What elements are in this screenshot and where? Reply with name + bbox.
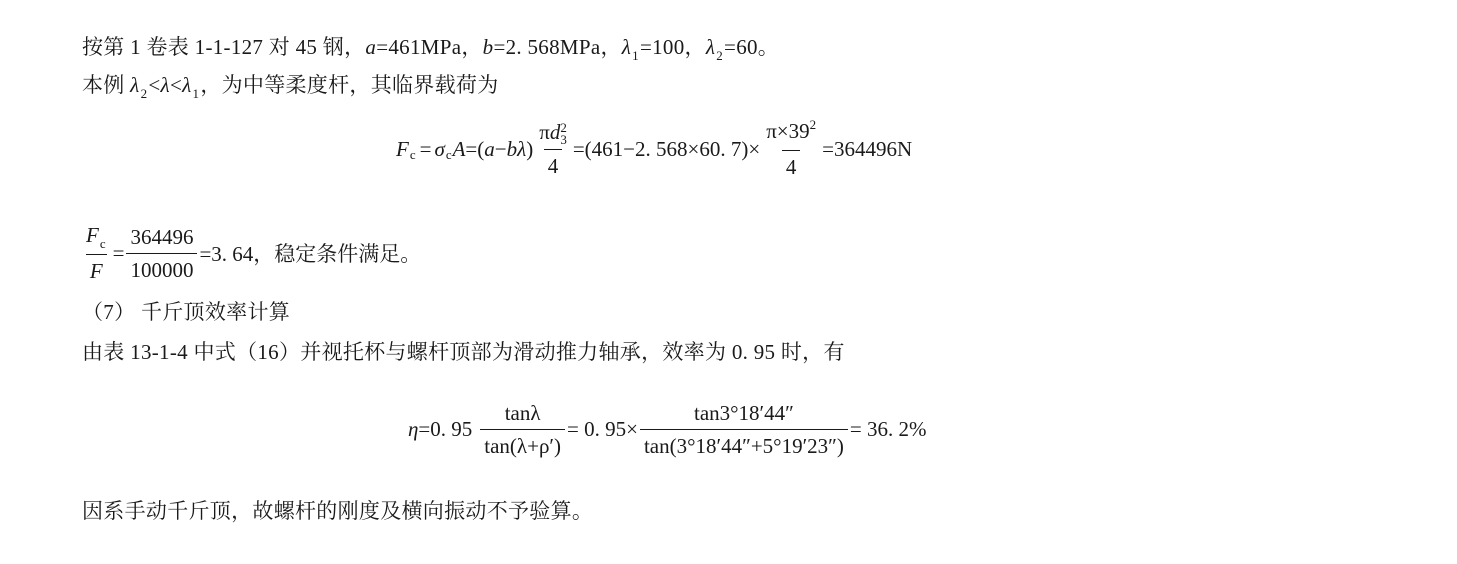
numerator-text: π×39: [766, 119, 810, 143]
equals-sign: =: [419, 136, 432, 161]
symbol-sigma: σ: [434, 136, 445, 161]
symbol-pi: π: [539, 119, 550, 144]
symbol-lambda2: λ: [705, 35, 716, 59]
fraction-denominator: F: [86, 254, 107, 284]
value-b: =2. 568MPa，: [493, 35, 622, 59]
subscript-3: 3: [560, 132, 567, 148]
equation-efficiency: [408, 400, 927, 459]
fraction-numeric: [126, 224, 197, 283]
subscript-c: c: [445, 147, 452, 162]
section-heading-efficiency: （7） 千斤顶效率计算: [82, 300, 291, 324]
symbol-lambda1: λ: [182, 73, 192, 97]
less-than: <: [148, 73, 161, 97]
fraction-denominator: 4: [782, 150, 801, 180]
symbol-lambda: λ: [517, 136, 527, 161]
subscript-2: 2: [140, 86, 148, 101]
text-line-table-reference: 由表 13-1-4 中式（16）并视托杯与螺杆顶部为滑动推力轴承，效率为 0. 95 时，有: [82, 340, 845, 364]
minus-sign: −: [494, 136, 507, 161]
fraction-numerator: tanλ: [504, 401, 541, 425]
fraction-tan-angles: [640, 400, 848, 459]
fraction-numerator: [762, 118, 820, 150]
symbol-eta: η: [408, 417, 419, 441]
value-lambda1: =100，: [639, 35, 706, 59]
text-line-conclusion: 因系手动千斤顶，故螺杆的刚度及横向振动不予验算。: [82, 499, 594, 523]
superscript-2: 2: [809, 117, 817, 132]
symbol-A: A: [452, 136, 466, 161]
fraction-numerator: [82, 222, 111, 254]
text-intro: 按第 1 卷表 1-1-127 对 45 钢，: [82, 35, 366, 59]
text-example: 本例: [82, 73, 131, 97]
superscript-2: 2: [560, 120, 567, 136]
fraction-denominator: tan(3°18′44″+5°19′23″): [640, 429, 848, 459]
less-than: <: [169, 73, 183, 97]
subscript-1: 1: [632, 48, 639, 63]
fraction-denominator: 100000: [126, 253, 197, 283]
result-value: = 36. 2%: [849, 417, 927, 441]
middle-expression: = 0. 95×: [567, 417, 638, 441]
fraction-numerator: [535, 119, 571, 149]
numeric-expression: =(461−2. 568×60. 7)×: [572, 136, 761, 161]
equals-open-paren: =(: [465, 136, 485, 161]
fraction-numerator: 364496: [130, 224, 194, 249]
result-text: =3. 64，稳定条件满足。: [199, 242, 422, 266]
result-value: =364496N: [822, 136, 913, 161]
fraction-pi-d3-squared-over-4: [535, 119, 571, 179]
equation-critical-load: [396, 118, 912, 180]
fraction-denominator: tan(λ+ρ′): [480, 429, 565, 459]
symbol-b: b: [506, 136, 518, 161]
fraction-Fc-over-F: [82, 222, 111, 284]
fraction-pi-39-squared-over-4: [762, 118, 820, 180]
symbol-a: a: [365, 35, 377, 59]
fraction-tan-lambda: [480, 400, 565, 459]
equals-sign: =: [112, 240, 125, 265]
subscript-c: c: [99, 236, 106, 251]
value-a: =461MPa，: [376, 35, 483, 59]
subscript-2: 2: [716, 48, 724, 63]
subscript-1: 1: [192, 86, 200, 101]
text-line-slenderness: [82, 71, 499, 102]
sub-sup-stack: [560, 122, 567, 146]
value-lambda2: =60。: [724, 35, 780, 59]
symbol-F: F: [86, 223, 99, 247]
symbol-d: d: [549, 119, 561, 144]
subscript-c: c: [409, 147, 416, 162]
text-line-material-params: [82, 33, 779, 64]
text-conclusion: ，为中等柔度杆，其临界载荷为: [200, 73, 499, 97]
equals-coefficient: =0. 95: [418, 417, 473, 441]
fraction-numerator: tan3°18′44″: [693, 401, 794, 425]
symbol-lambda1: λ: [621, 35, 632, 59]
symbol-b: b: [482, 35, 494, 59]
symbol-a: a: [484, 136, 495, 161]
symbol-lambda: λ: [160, 73, 170, 97]
fraction-denominator: 4: [544, 149, 563, 179]
symbol-lambda2: λ: [130, 73, 140, 97]
close-paren: ): [526, 136, 534, 161]
symbol-F: F: [396, 136, 409, 161]
equation-stability-ratio: [80, 222, 421, 284]
